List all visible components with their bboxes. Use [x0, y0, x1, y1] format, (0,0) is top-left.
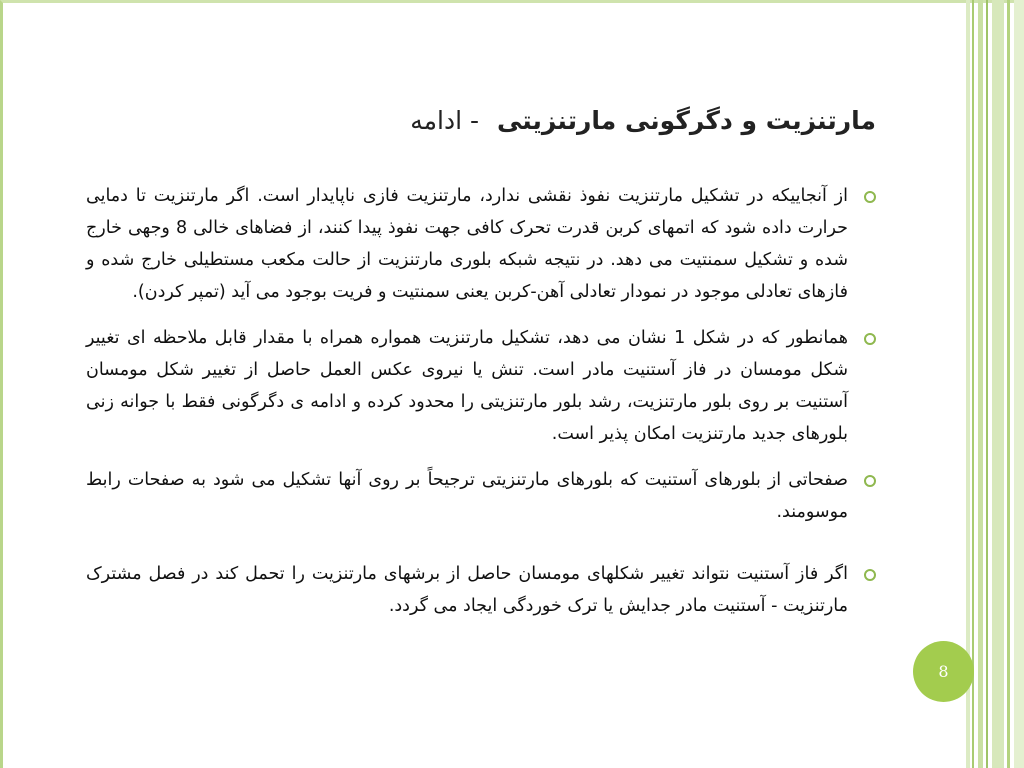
bullet-text: از آنجاییکه در تشکیل مارتنزیت نفوذ نقشی ندارد، مارتنزیت فازی ناپایدار است. اگر مارتنزیت تا دمایی حرارت داده شود که اتمهای کربن قدرت تحرک کافی جهت نفوذ پیدا کنند، از فضاهای خالی 8 وجهی خارج شده و تشکیل سمنتیت می دهد. در نتیجه شبکه بلوری مارتنزیت از حالت مکعب مستطیلی خارج شده و فازهای تعادلی موجود در نمودار تعادلی آهن-کربن یعنی سمنتیت و فریت بوجود می آید (تمپر کردن).: [86, 186, 848, 302]
stripe: [1014, 0, 1024, 768]
stripe: [986, 0, 988, 768]
bullet-marker-icon: [864, 569, 876, 581]
bullet-item: [86, 464, 876, 528]
stripe: [1007, 0, 1010, 768]
page-number: 8: [938, 662, 949, 681]
bullet-item: [86, 558, 876, 622]
bullet-list: [86, 180, 876, 622]
stripe: [978, 0, 983, 768]
stripe: [972, 0, 974, 768]
bullet-marker-icon: [864, 475, 876, 487]
bullet-marker-icon: [864, 333, 876, 345]
slide-title-main: مارتنزیت و دگرگونی مارتنزیتی: [496, 106, 876, 135]
bullet-text: صفحاتی از بلورهای آستنیت که بلورهای مارتنزیتی ترجیحاً بر روی آنها تشکیل می شود به صفحات رابط موسومند.: [86, 470, 848, 522]
stripe: [992, 0, 1004, 768]
bullet-item: [86, 322, 876, 450]
bullet-text: همانطور که در شکل 1 نشان می دهد، تشکیل مارتنزیت همواره همراه با مقدار قابل ملاحظه ای تغییر شکل مومسان در فاز آستنیت مادر است. تنش یا نیروی عکس العمل حاصل از تغییر شکل مومسان آستنیت بر روی بلور مارتنزیت، رشد بلور مارتنزیتی را محدود کرده و ادامه ی دگرگونی فقط با جوانه زنی بلورهای جدید مارتنزیت امکان پذیر است.: [86, 328, 848, 444]
slide-title: [60, 106, 876, 135]
decorative-stripes: [966, 0, 1024, 768]
page-number-badge: [913, 641, 974, 702]
bullet-marker-icon: [864, 191, 876, 203]
slide-title-sub: - ادامه: [410, 106, 480, 135]
bullet-item: [86, 180, 876, 308]
bullet-text: اگر فاز آستنیت نتواند تغییر شکلهای مومسان حاصل از برشهای مارتنزیت را تحمل کند در فصل مشترک مارتنزیت - آستنیت مادر جدایش یا ترک خوردگی ایجاد می گردد.: [86, 564, 848, 616]
